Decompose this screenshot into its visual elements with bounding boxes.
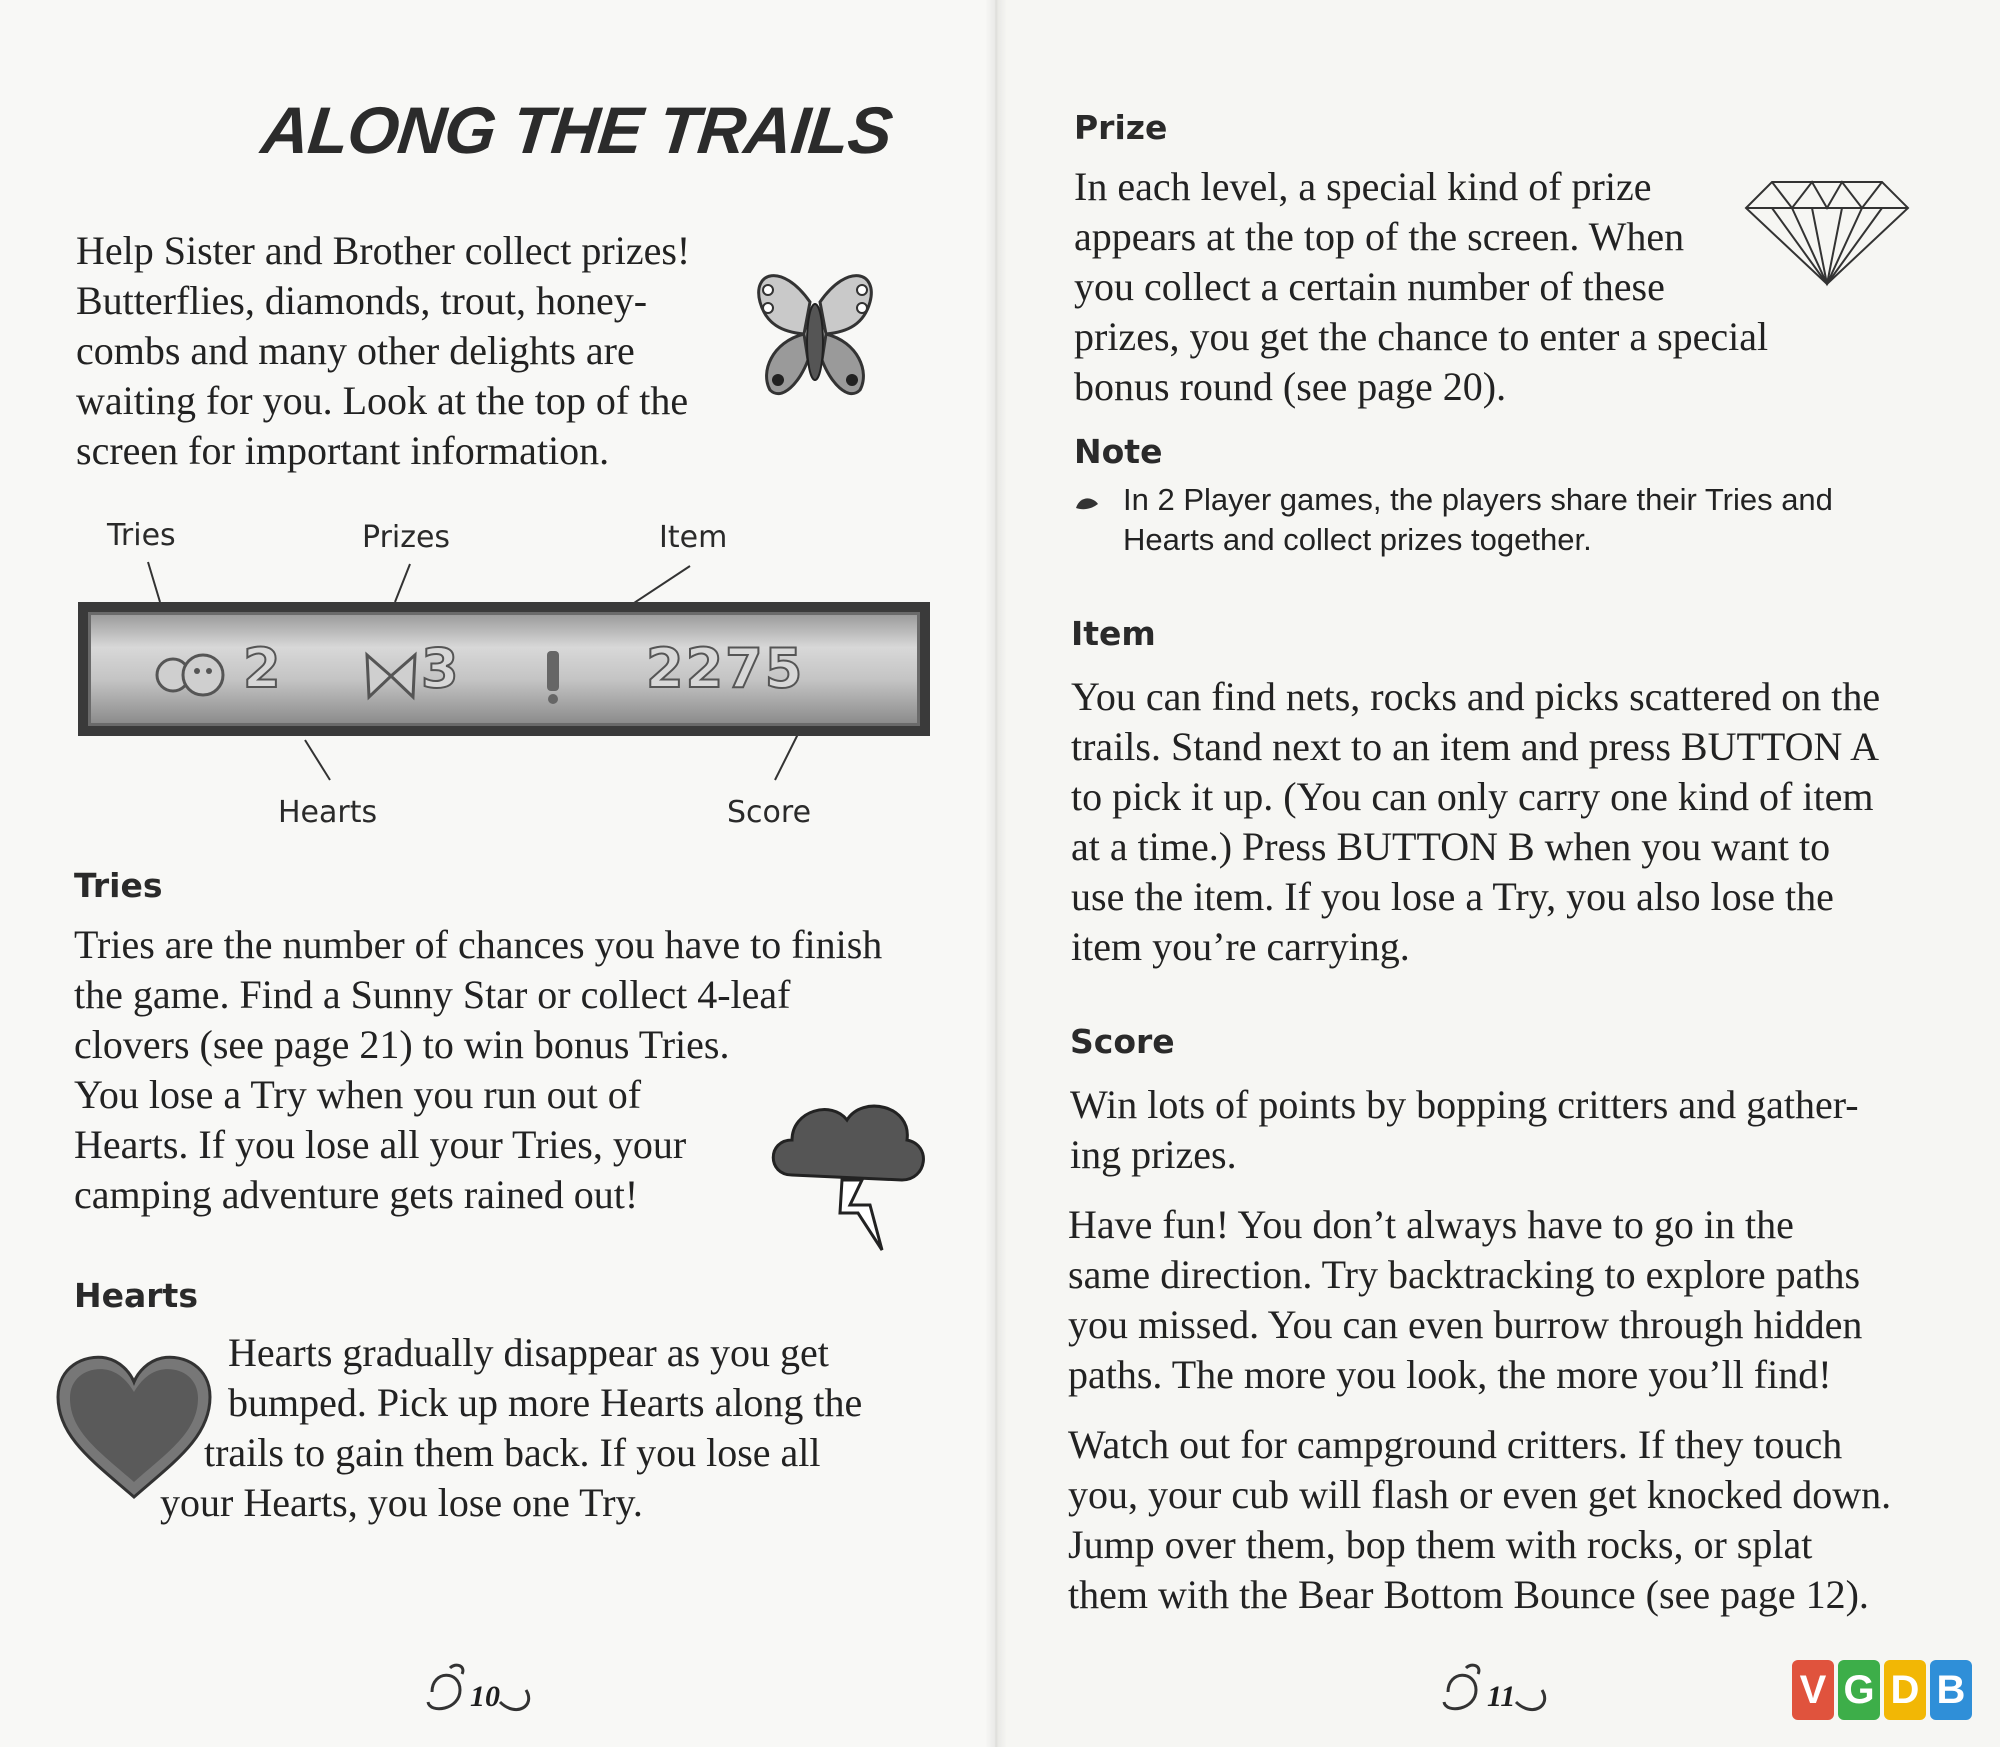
score-paragraph [1070,1080,1859,1180]
label-score: Score [727,795,812,830]
status-bar-screenshot [78,602,930,736]
score-line: Win lots of points by bopping critters and gather- [1070,1082,1859,1127]
have-fun-line: Have fun! You don’t always have to go in the [1068,1202,1794,1247]
tries-line: camping adventure gets rained out! [74,1172,639,1217]
note-line: Hearts and collect prizes together. [1123,522,1592,557]
tries-line: Tries are the number of chances you have to finish [74,922,883,967]
diamond-icon [1742,178,1912,288]
page-number-right: 11 [1487,1680,1516,1713]
note-line: In 2 Player games, the players share their Tries and [1123,482,1833,517]
note-paragraph [1123,480,1833,560]
watch-out-line: Jump over them, bop them with rocks, or splat [1068,1522,1813,1567]
heading-tries: Tries [74,866,163,905]
item-line: You can find nets, rocks and picks scattered on the [1071,674,1881,719]
hud-tries-count: 2 [243,637,283,700]
hearts-line: bumped. Pick up more Hearts along the [228,1380,863,1425]
label-prizes: Prizes [362,520,451,555]
hud-prizes-count: 3 [421,637,461,700]
intro-line: Butterflies, diamonds, trout, honey- [76,278,648,323]
intro-line: screen for important information. [76,428,610,473]
page-number-left: 10 [470,1680,500,1713]
item-line: to pick it up. (You can only carry one kind of item [1071,774,1874,819]
hud-item-icon [541,649,565,705]
label-item: Item [659,520,728,555]
leaf-bullet-icon [1074,494,1100,514]
vgdb-letter: V [1792,1660,1834,1720]
intro-line: waiting for you. Look at the top of the [76,378,689,423]
vgdb-letter: D [1884,1660,1926,1720]
heading-note: Note [1074,432,1163,471]
vgdb-letter: G [1838,1660,1880,1720]
heading-score: Score [1070,1022,1175,1061]
have-fun-paragraph [1068,1200,1862,1400]
intro-line: combs and many other delights are [76,328,635,373]
hearts-line: Hearts gradually disappear as you get [228,1330,829,1375]
item-line: trails. Stand next to an item and press BUTTON A [1071,724,1880,769]
item-line: item you’re carrying. [1071,924,1410,969]
heading-item: Item [1071,614,1156,653]
tries-line: clovers (see page 21) to win bonus Tries. [74,1022,730,1067]
prize-line: appears at the top of the screen. When [1074,214,1685,259]
page-title: ALONG THE TRAILS [258,93,896,167]
hearts-line: your Hearts, you lose one Try. [160,1480,643,1525]
item-line: at a time.) Press BUTTON B when you want to [1071,824,1831,869]
vgdb-watermark-logo [1792,1660,1972,1720]
vgdb-letter: B [1930,1660,1972,1720]
hearts-line: trails to gain them back. If you lose all [204,1430,821,1475]
watch-out-line: Watch out for campground critters. If they touch [1068,1422,1843,1467]
prize-line: prizes, you get the chance to enter a special [1074,314,1769,359]
have-fun-line: same direction. Try backtracking to explore paths [1068,1252,1861,1297]
heading-prize: Prize [1074,108,1168,147]
item-paragraph [1071,672,1880,972]
tries-line: the game. Find a Sunny Star or collect 4-leaf [74,972,791,1017]
diagram-leader-lines [0,0,995,900]
tries-line: You lose a Try when you run out of [74,1072,642,1117]
prize-line: you collect a certain number of these [1074,264,1665,309]
prize-line: bonus round (see page 20). [1074,364,1507,409]
hud-score: 2275 [646,637,805,700]
label-hearts: Hearts [278,795,378,830]
have-fun-line: you missed. You can even burrow through hidden [1068,1302,1863,1347]
item-line: use the item. If you lose a Try, you also lose the [1071,874,1834,919]
hud-butterfly-icon [361,649,421,703]
watch-out-line: you, your cub will flash or even get knocked down. [1068,1472,1892,1517]
prize-paragraph [1074,162,1768,412]
label-tries: Tries [107,518,176,553]
intro-line: Help Sister and Brother collect prizes! [76,228,691,273]
watch-out-paragraph [1068,1420,1891,1620]
watch-out-line: them with the Bear Bottom Bounce (see page 12). [1068,1572,1869,1617]
have-fun-line: paths. The more you look, the more you’ll find! [1068,1352,1832,1397]
storm-cloud-icon [762,1085,932,1255]
status-bar-panel [88,612,920,726]
heading-hearts: Hearts [74,1276,198,1315]
tries-line: Hearts. If you lose all your Tries, your [74,1122,687,1167]
prize-line: In each level, a special kind of prize [1074,164,1652,209]
cub-face-icon [151,645,231,705]
score-line: ing prizes. [1070,1132,1237,1177]
